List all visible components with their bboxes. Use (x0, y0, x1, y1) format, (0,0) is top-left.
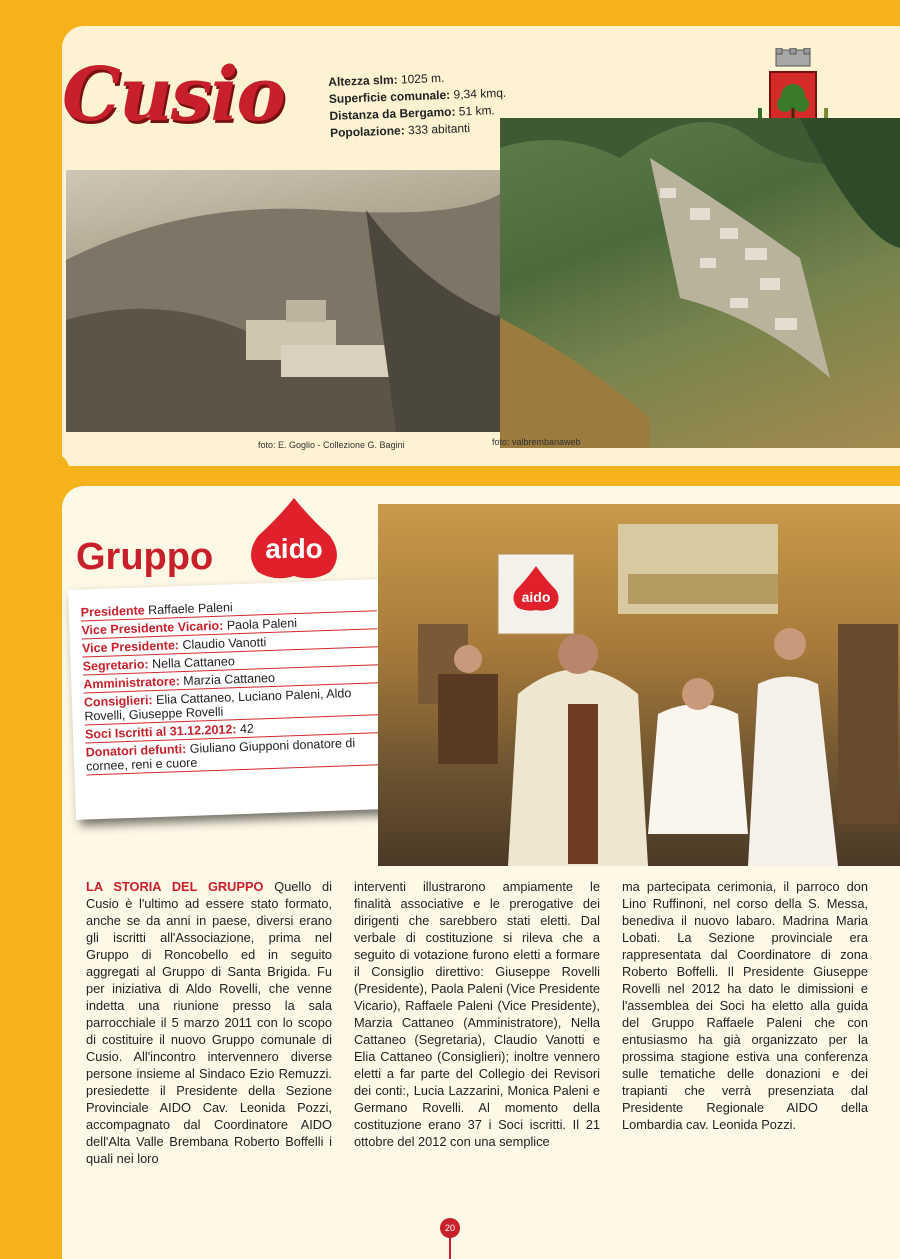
roster-row: Donatori defunti: Giuliano Giupponi donatore di cornee, reni e cuore (85, 733, 382, 775)
roster-row: Vice Presidente Vicario: Paola Paleni (81, 611, 377, 639)
valley-photo-caption: foto: valbrembanaweb (492, 437, 581, 447)
stat-population: Popolazione: 333 abitanti (329, 121, 471, 140)
article-column-1: LA STORIA DEL GRUPPO Quello di Cusio è l'ultimo ad essere stato formato, anche se da anni in paese, diversi erano gli iscritti all'Associazione, prima nel Gruppo di Roncobello ed in seguito aggregati al Gruppo di Santa Brigida. Fu per iniziativa di Aldo Rovelli, che venne indetta una riunione presso la sala parrocchiale il 5 marzo 2011 con lo scopo di costituire il nuovo Gruppo comunale di Cusio. All'incontro intervennero diverse persone insieme al Sindaco Ezio Remuzzi. presiedette il Presidente della Sezione Provinciale AIDO Cav. Leonida Pozzi, accompagnato dal Coordinatore AIDO dell'Alta Valle Brembana Roberto Boffelli i quali nei loro (86, 879, 332, 1166)
page-title: Cusio (62, 52, 284, 138)
roster-row: Vice Presidente: Claudio Vanotti (82, 629, 378, 657)
article-lead: LA STORIA DEL GRUPPO (86, 879, 264, 894)
ceremony-photo (378, 504, 900, 866)
panel-divider (0, 452, 70, 492)
roster-row: Presidente Raffaele Paleni (80, 593, 376, 621)
stat-distance: Distanza da Bergamo: 51 km. (329, 103, 495, 123)
historic-photo (66, 170, 506, 432)
page-number: 20 (440, 1218, 460, 1238)
roster-row: Soci Iscritti al 31.12.2012: 42 (85, 715, 381, 743)
page-number-line (449, 1238, 451, 1259)
article-column-2: interventi illustrarono ampiamente le finalità associative e le prerogative dei dirigenti che sarebbero stati eletti. Dal verbale di costituzione si rileva che a seguito di votazione furono eletti a formare il Consiglio direttivo: Giuseppe Rovelli (Presidente), Paola Paleni (Vice Presidente Vicario), Raffaele Paleni (Vice Presidente), Marzia Cattaneo (Amministratore), Nella Cattaneo (Segretaria), Claudio Vanotti e Elia Cattaneo (Consiglieri); inoltre vennero eletti a far parte del Collegio dei Revisori dei conti:, Lucia Lazzarini, Monica Paleni e Germano Rovelli. Al momento della costituzione erano 37 i Soci iscritti. Il 21 ottobre del 2012 con una semplice (354, 879, 600, 1149)
roster-row: Amministratore: Marzia Cattaneo (83, 665, 379, 693)
historic-photo-caption: foto: E. Goglio - Collezione G. Bagini (258, 440, 405, 450)
stat-area: Superficie comunale: 9,34 kmq. (328, 85, 507, 106)
aido-logo-text: aido (265, 533, 323, 564)
valley-photo (500, 118, 900, 448)
section-title: Gruppo (76, 536, 214, 578)
article-column-3: ma partecipata cerimonia, il parroco don Lino Ruffinoni, nel corso della S. Messa, benediva il nuovo labaro. Madrina Maria Lobati. La Sezione provinciale era rappresentata dal Coordinatore di zona Roberto Boffelli. Il Presidente Giuseppe Rovelli nel 2012 ha dato le dimissioni e l'assemblea dei Soci ha eletto alla guida del Gruppo Raffaele Paleni che con entusiasmo ha già organizzato per la prossima stagione estiva una conferenza sulle tematiche delle donazioni e dei trapianti che verrà presenziata dal Presidente Regionale AIDO della Lombardia cav. Leonida Pozzi. (622, 879, 868, 1132)
stat-altitude: Altezza slm: 1025 m. (328, 70, 445, 89)
banner-text: aido (521, 589, 551, 605)
roster-board (68, 579, 394, 820)
roster-row: Segretario: Nella Cattaneo (82, 647, 378, 675)
article-body (86, 878, 868, 1167)
aido-logo (244, 496, 344, 580)
town-stats (328, 68, 508, 142)
roster-row: Consiglieri: Elia Cattaneo, Luciano Paleni, Aldo Rovelli, Giuseppe Rovelli (84, 683, 381, 725)
